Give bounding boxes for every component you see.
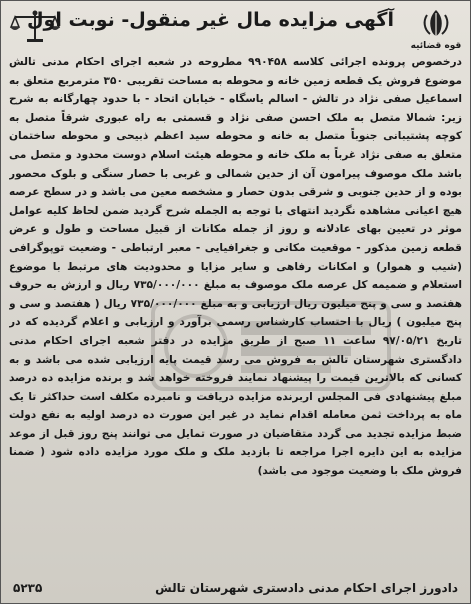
ad-number: ۵۲۳۵: [13, 581, 43, 595]
emblem-block: [410, 7, 462, 55]
iran-emblem-icon: [419, 7, 453, 39]
issuing-authority: دادورز اجرای احکام مدنی دادستری شهرستان تالش: [155, 581, 458, 595]
ad-footer: [9, 579, 462, 599]
ad-body-text: درخصوص پرونده اجرائی کلاسه ۹۹۰۴۵۸ مطروحه در شعبه اجرای احکام مدنی تالش موضوع فروش یک قطعه زمین خانه و محوطه به مساحت تقریبی ۳۵۰ مترمربع متعلق به اسماعیل صفی نژاد در تالش - اسالم یاسگاه - خیابان اتحاد - با حدود چهارگانه به شرح زیر: شمالا متصل به ملک احسن صفی نژاد و قسمتی به راه عبوری شرقاً متصل به کوچه پشتیبانی جنوباً متصل به خانه و محوطه سید اعظم ذبیحی و محوطه ساختمان متعلق به صفی نژاد غرباً به ملک خانه و محوطه هیئت اسلام دوست محدود و متصل می باشد ملک موصوف پیرامون آن از حدین شمالی و غربی با حصار سنگی و بلوک محصور بوده و از حدین جنوبی و شرقی بدون حصار و مشخصه معین می باشد و در سطح عرصه هیچ اعیانی مشاهده نگردید انتهای با توجه به الجمله شرح گردید ضمن لحاظ کلیه عوامل موثر در تعیین بهای عادلانه و روز از جمله مکانات از قبیل مساحت و طول و عرض قطعه زمین مذکور - موقعیت مکانی و جغرافیایی - معبر ارتباطی - وضعیت توپوگرافی (شیب و هموار) و امکانات رفاهی و سایر مزایا و محدودیت های مرتبط با موضوع استعلام و ضمیمه کل عرصه ملک موصوف به مبلغ ۷۳۵/۰۰۰/۰۰۰ ریال و ارزش به حروف هفتصد و سی و پنج میلیون ریال ارزیابی و به مبلغ ۷۳۵/۰۰۰/۰۰۰ ریال ( هفتصد و سی و پنج میلیون ) ریال با احتساب کارشناس رسمی برآورد و ارزیابی و اعلام گردیده که در تاریخ ۹۷/۰۵/۲۱ ساعت ۱۱ صبح از طریق مزایده در دفتر شعبه اجرای احکام مدنی دادگستری شهرستان تالش به فروش می رسد قیمت پایه ارزیابی شده می باشد و به کسانی که بالاترین قیمت را پیشنهاد نمایند فروخته خواهد شد و برنده مزایده ده درصد مبلغ پیشنهادی فی المجلس اربرنده مزایده دریافت و نامبرده مکلف است حداکثر تا یک ماه به پرداخت ثمن معامله اقدام نماید در غیر این صورت ده درصد اولیه به نفع دولت ضبط مزایده تجدید می گردد متقاضیان در صورت تمایل می توانند پنج روز قبل از موعد مزایده به این دایره اجرا مراجعه تا بازدید ملک و ملک مورد مزایده داده شود ( ضمنا فروش ملک با وضعیت موجود می باشد): [9, 56, 462, 478]
ad-title: آگهی مزایده مال غیر منقول- نوبت اول: [27, 9, 394, 31]
emblem-caption: قوه قضائیه: [410, 41, 462, 51]
ad-header: [7, 5, 464, 57]
